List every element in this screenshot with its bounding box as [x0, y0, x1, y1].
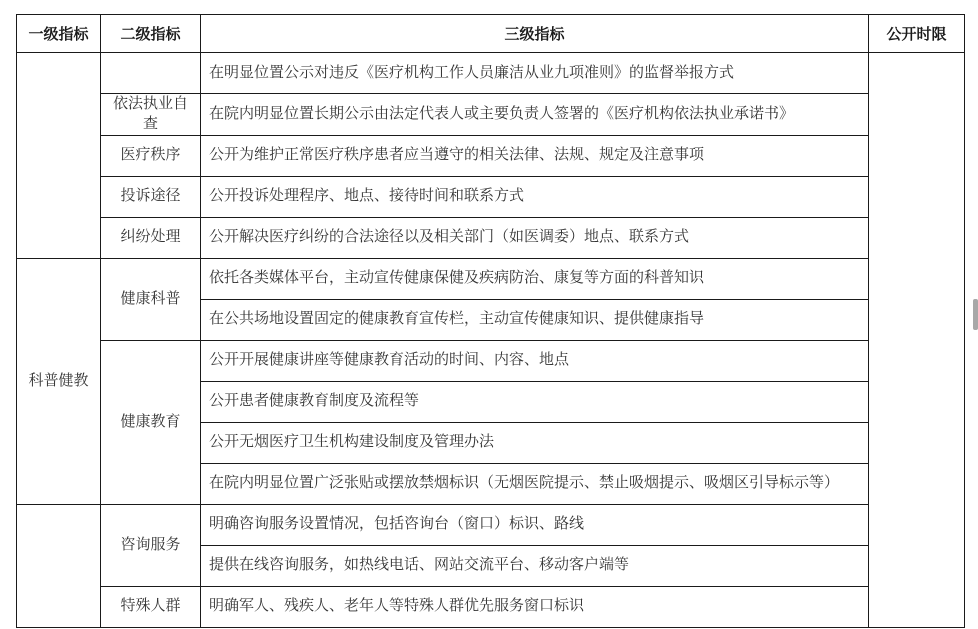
- level2-indicator-cell: 依法执业自查: [101, 94, 201, 136]
- level3-indicator-cell: 明确咨询服务设置情况，包括咨询台（窗口）标识、路线: [201, 504, 869, 545]
- indicator-table: [16, 14, 965, 628]
- table-row: [17, 586, 965, 627]
- table-body: [17, 53, 965, 628]
- table-row: [17, 217, 965, 258]
- table-row: [17, 504, 965, 545]
- level3-indicator-cell: 依托各类媒体平台，主动宣传健康保健及疾病防治、康复等方面的科普知识: [201, 258, 869, 299]
- level3-indicator-cell: 在明显位置公示对违反《医疗机构工作人员廉洁从业九项准则》的监督举报方式: [201, 53, 869, 94]
- table-row: [17, 135, 965, 176]
- table-row: [17, 258, 965, 299]
- level2-indicator-cell: 健康科普: [101, 258, 201, 340]
- level3-indicator-cell: 提供在线咨询服务，如热线电话、网站交流平台、移动客户端等: [201, 545, 869, 586]
- level2-indicator-cell: [101, 53, 201, 94]
- table-row: [17, 53, 965, 94]
- level1-indicator-cell: [17, 53, 101, 259]
- level2-indicator-cell: 特殊人群: [101, 586, 201, 627]
- level3-indicator-cell: 公开为维护正常医疗秩序患者应当遵守的相关法律、法规、规定及注意事项: [201, 135, 869, 176]
- level3-indicator-cell: 在公共场地设置固定的健康教育宣传栏，主动宣传健康知识、提供健康指导: [201, 299, 869, 340]
- table-row: [17, 94, 965, 136]
- header-level3-indicator: 三级指标: [201, 15, 869, 53]
- level3-indicator-cell: 公开无烟医疗卫生机构建设制度及管理办法: [201, 422, 869, 463]
- level2-indicator-cell: 投诉途径: [101, 176, 201, 217]
- level2-indicator-cell: 医疗秩序: [101, 135, 201, 176]
- level3-indicator-cell: 公开解决医疗纠纷的合法途径以及相关部门（如医调委）地点、联系方式: [201, 217, 869, 258]
- header-level1-indicator: 一级指标: [17, 15, 101, 53]
- level3-indicator-cell: 在院内明显位置长期公示由法定代表人或主要负责人签署的《医疗机构依法执业承诺书》: [201, 94, 869, 136]
- table-row: [17, 340, 965, 381]
- level3-indicator-cell: 公开患者健康教育制度及流程等: [201, 381, 869, 422]
- level1-indicator-cell: [17, 504, 101, 627]
- level2-indicator-cell: 咨询服务: [101, 504, 201, 586]
- header-level2-indicator: 二级指标: [101, 15, 201, 53]
- level3-indicator-cell: 明确军人、残疾人、老年人等特殊人群优先服务窗口标识: [201, 586, 869, 627]
- time-limit-cell: [869, 53, 965, 628]
- scrollbar-thumb-fragment[interactable]: [973, 299, 978, 330]
- level3-indicator-cell: 公开投诉处理程序、地点、接待时间和联系方式: [201, 176, 869, 217]
- level3-indicator-cell: 公开开展健康讲座等健康教育活动的时间、内容、地点: [201, 340, 869, 381]
- level2-indicator-cell: 纠纷处理: [101, 217, 201, 258]
- level2-indicator-cell: 健康教育: [101, 340, 201, 504]
- table-row: [17, 176, 965, 217]
- table-header-row: [17, 15, 965, 53]
- level3-indicator-cell: 在院内明显位置广泛张贴或摆放禁烟标识（无烟医院提示、禁止吸烟提示、吸烟区引导标示等）: [201, 463, 869, 504]
- header-time-limit: 公开时限: [869, 15, 965, 53]
- level1-indicator-cell: 科普健教: [17, 258, 101, 504]
